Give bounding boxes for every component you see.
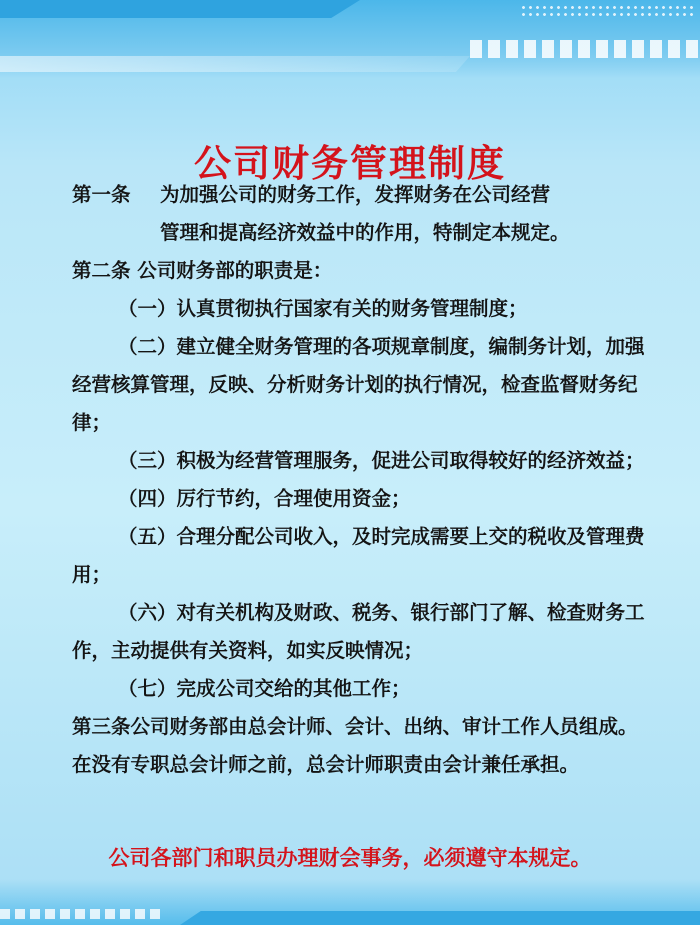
article-2-item-4: （四）厉行节约，合理使用资金；	[118, 487, 411, 510]
article-2-item-3: （三）积极为经营管理服务，促进公司取得较好的经济效益；	[118, 449, 645, 472]
article-1-label: 第一条	[72, 183, 131, 206]
article-1-line-2: 管理和提高经济效益中的作用，特制定本规定。	[160, 221, 570, 244]
article-2-heading: 第二条 公司财务部的职责是：	[72, 259, 333, 282]
top-stripe-pattern	[470, 40, 700, 58]
footer-notice: 公司各部门和职员办理财会事务，必须遵守本规定。	[108, 845, 592, 870]
article-2-item-7: （七）完成公司交给的其他工作；	[118, 677, 411, 700]
top-dark-bar	[0, 0, 360, 18]
article-1-line-1: 为加强公司的财务工作，发挥财务在公司经营	[160, 183, 551, 206]
regulation-body	[72, 176, 652, 784]
bottom-stripe-pattern	[0, 909, 160, 919]
article-2-item-5: （五）合理分配公司收入，及时完成需要上交的税收及管理费用；	[72, 525, 645, 586]
page-title: 公司财务管理制度	[194, 140, 506, 185]
article-3: 第三条公司财务部由总会计师、会计、出纳、审计工作人员组成。在没有专职总会计师之前，总会计师职责由会计兼任承担。	[72, 715, 638, 776]
article-2-item-2: （二）建立健全财务管理的各项规章制度，编制务计划，加强经营核算管理，反映、分析财务计划的执行情况，检查监督财务纪律；	[72, 335, 645, 434]
bottom-dark-bar	[180, 911, 700, 925]
top-dot-pattern	[520, 4, 695, 20]
article-2-item-1: （一）认真贯彻执行国家有关的财务管理制度；	[118, 297, 528, 320]
article-1	[72, 176, 652, 214]
article-2-item-6: （六）对有关机构及财政、税务、银行部门了解、检查财务工作，主动提供有关资料，如实反映情况；	[72, 601, 645, 662]
top-light-stripe	[0, 56, 470, 72]
